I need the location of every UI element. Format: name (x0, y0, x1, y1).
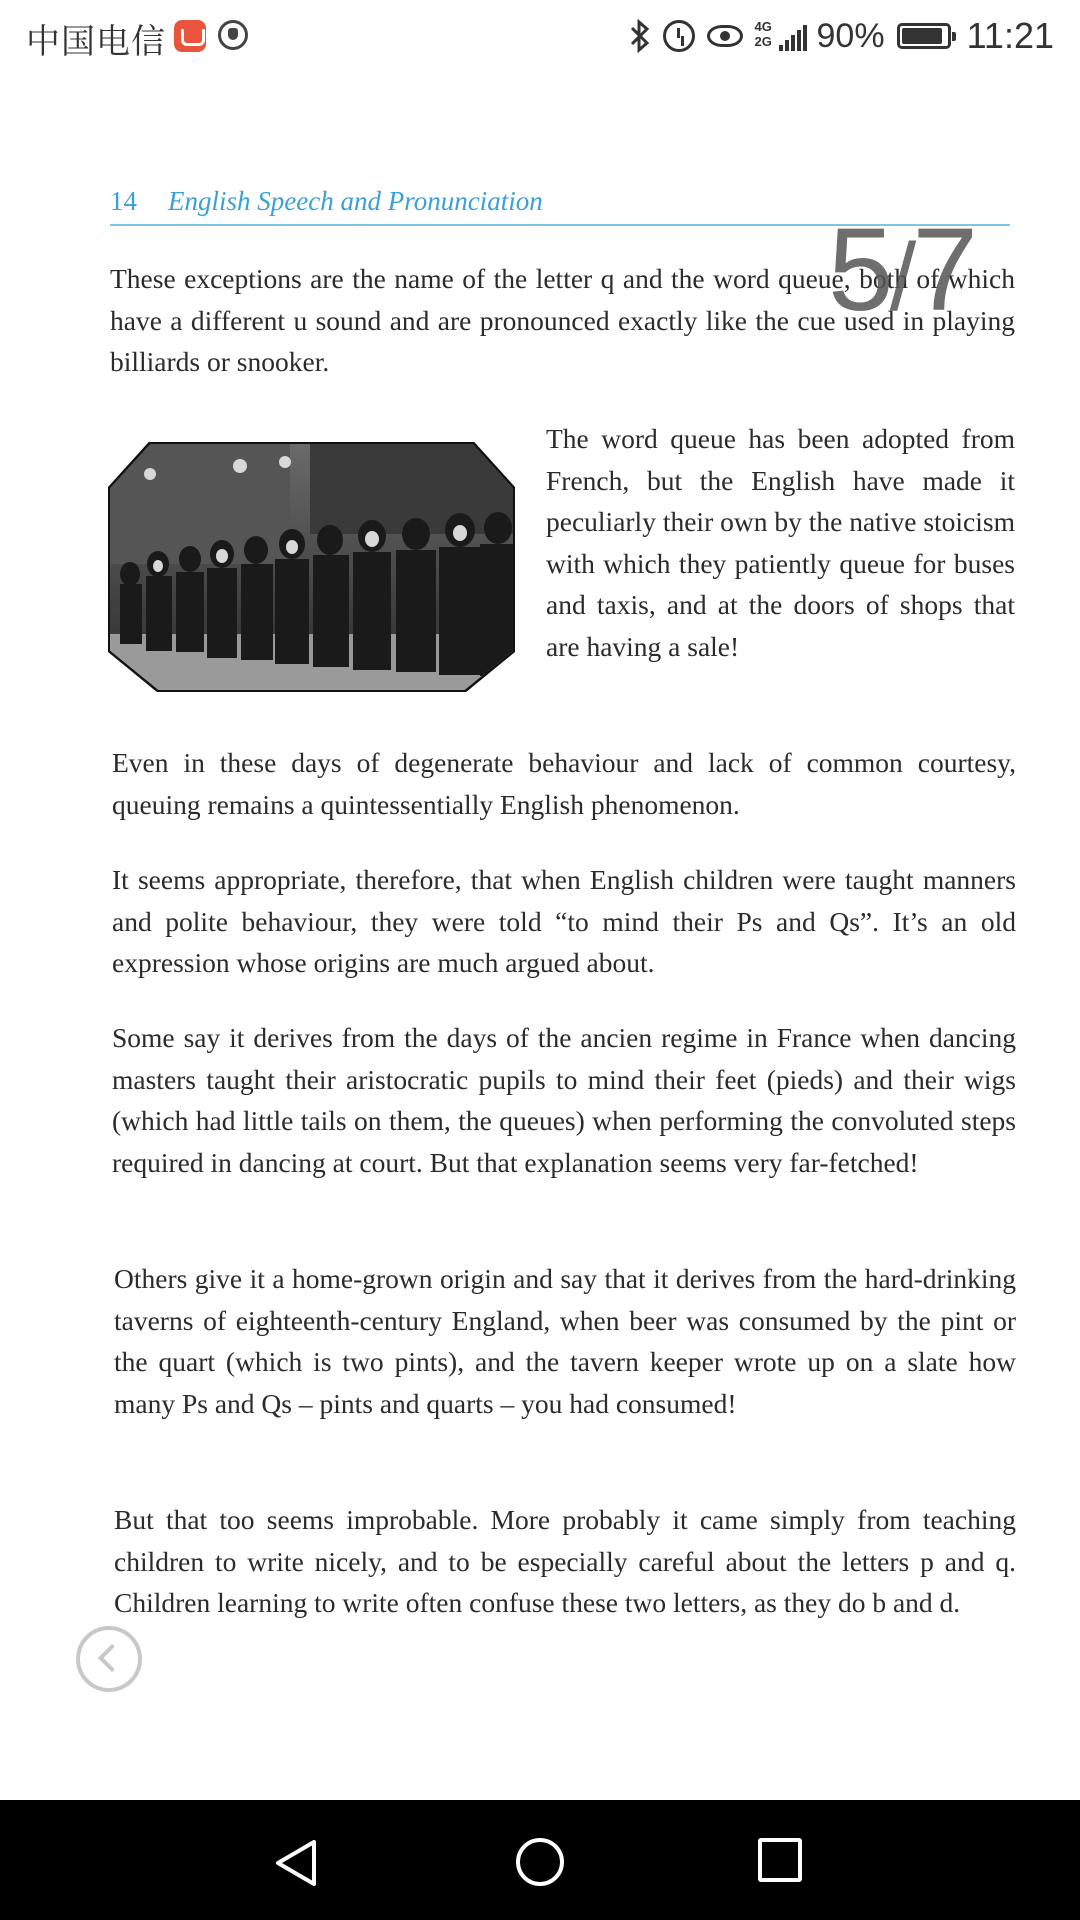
clock: 11:21 (966, 15, 1054, 56)
queue-photo-image (110, 444, 513, 690)
page-indicator-separator: / (889, 224, 913, 331)
floating-back-button[interactable] (76, 1626, 142, 1692)
paragraph-6: Others give it a home-grown origin and say that it derives from the hard-drinking taverns of eighteenth-century England, when beer was consumed by the pint or the quart (which is two pints), and the tavern keeper wrote up on a slate how many Ps and Qs – pints and quarts – you had consumed! (114, 1263, 1016, 1419)
carrier-name: 中国电信 (26, 23, 166, 61)
status-icons (629, 14, 1054, 58)
chevron-left-icon (98, 1644, 126, 1672)
nav-home-icon[interactable] (516, 1838, 564, 1886)
page-indicator (828, 204, 974, 338)
battery-icon (897, 23, 951, 49)
paragraph-5: Some say it derives from the days of the ancien regime in France when dancing masters taught their aristocratic pupils to mind their feet (pieds) and their wigs (which had little tails on them, the queues) when performing the convoluted steps required in dancing at court. But that explanation seems very far-fetched! (112, 1022, 1016, 1178)
page-indicator-current: 5 (828, 204, 890, 336)
paragraph-7: But that too seems improbable. More probably it came simply from teaching children to write nicely, and to be especially careful about the letters p and q. Children learning to write often confuse these two letters, as they do b and d. (114, 1504, 1016, 1618)
eye-icon (707, 25, 743, 47)
nav-recent-icon[interactable] (758, 1838, 802, 1882)
hand-icon (218, 20, 248, 50)
battery-percent: 90% (816, 16, 885, 55)
nav-back-icon[interactable] (272, 1838, 322, 1888)
network-type: 4G 2G (754, 19, 772, 49)
paragraph-4: It seems appropriate, therefore, that when English children were taught manners and polite behaviour, they were told “to mind their Ps and Qs”. It’s an old expression whose origins are much argued about. (112, 864, 1016, 978)
bluetooth-icon (629, 19, 651, 53)
queue-photo (110, 444, 513, 690)
alarm-icon (663, 20, 695, 52)
app-badge-icon (174, 20, 206, 52)
paragraph-2: The word queue has been adopted from French, but the English have made it peculiarly their own by the native stoicism with which they patiently queue for buses and taxis, and at the doors of shops that are having a sale! (546, 423, 1015, 662)
page-indicator-total: 7 (912, 204, 974, 336)
navigation-bar (0, 1800, 1080, 1920)
signal-icon (755, 19, 805, 53)
page-number: 14 (110, 186, 137, 216)
book-title: English Speech and Pronunciation (168, 186, 543, 216)
paragraph-3: Even in these days of degenerate behaviour and lack of common courtesy, queuing remains a quintessentially English phenomenon. (112, 747, 1016, 820)
paragraph-1: These exceptions are the name of the letter q and the word queue, both of which have a different u sound and are pronounced exactly like the cue used in playing billiards or snooker. (110, 263, 1015, 377)
status-bar (0, 0, 1080, 72)
